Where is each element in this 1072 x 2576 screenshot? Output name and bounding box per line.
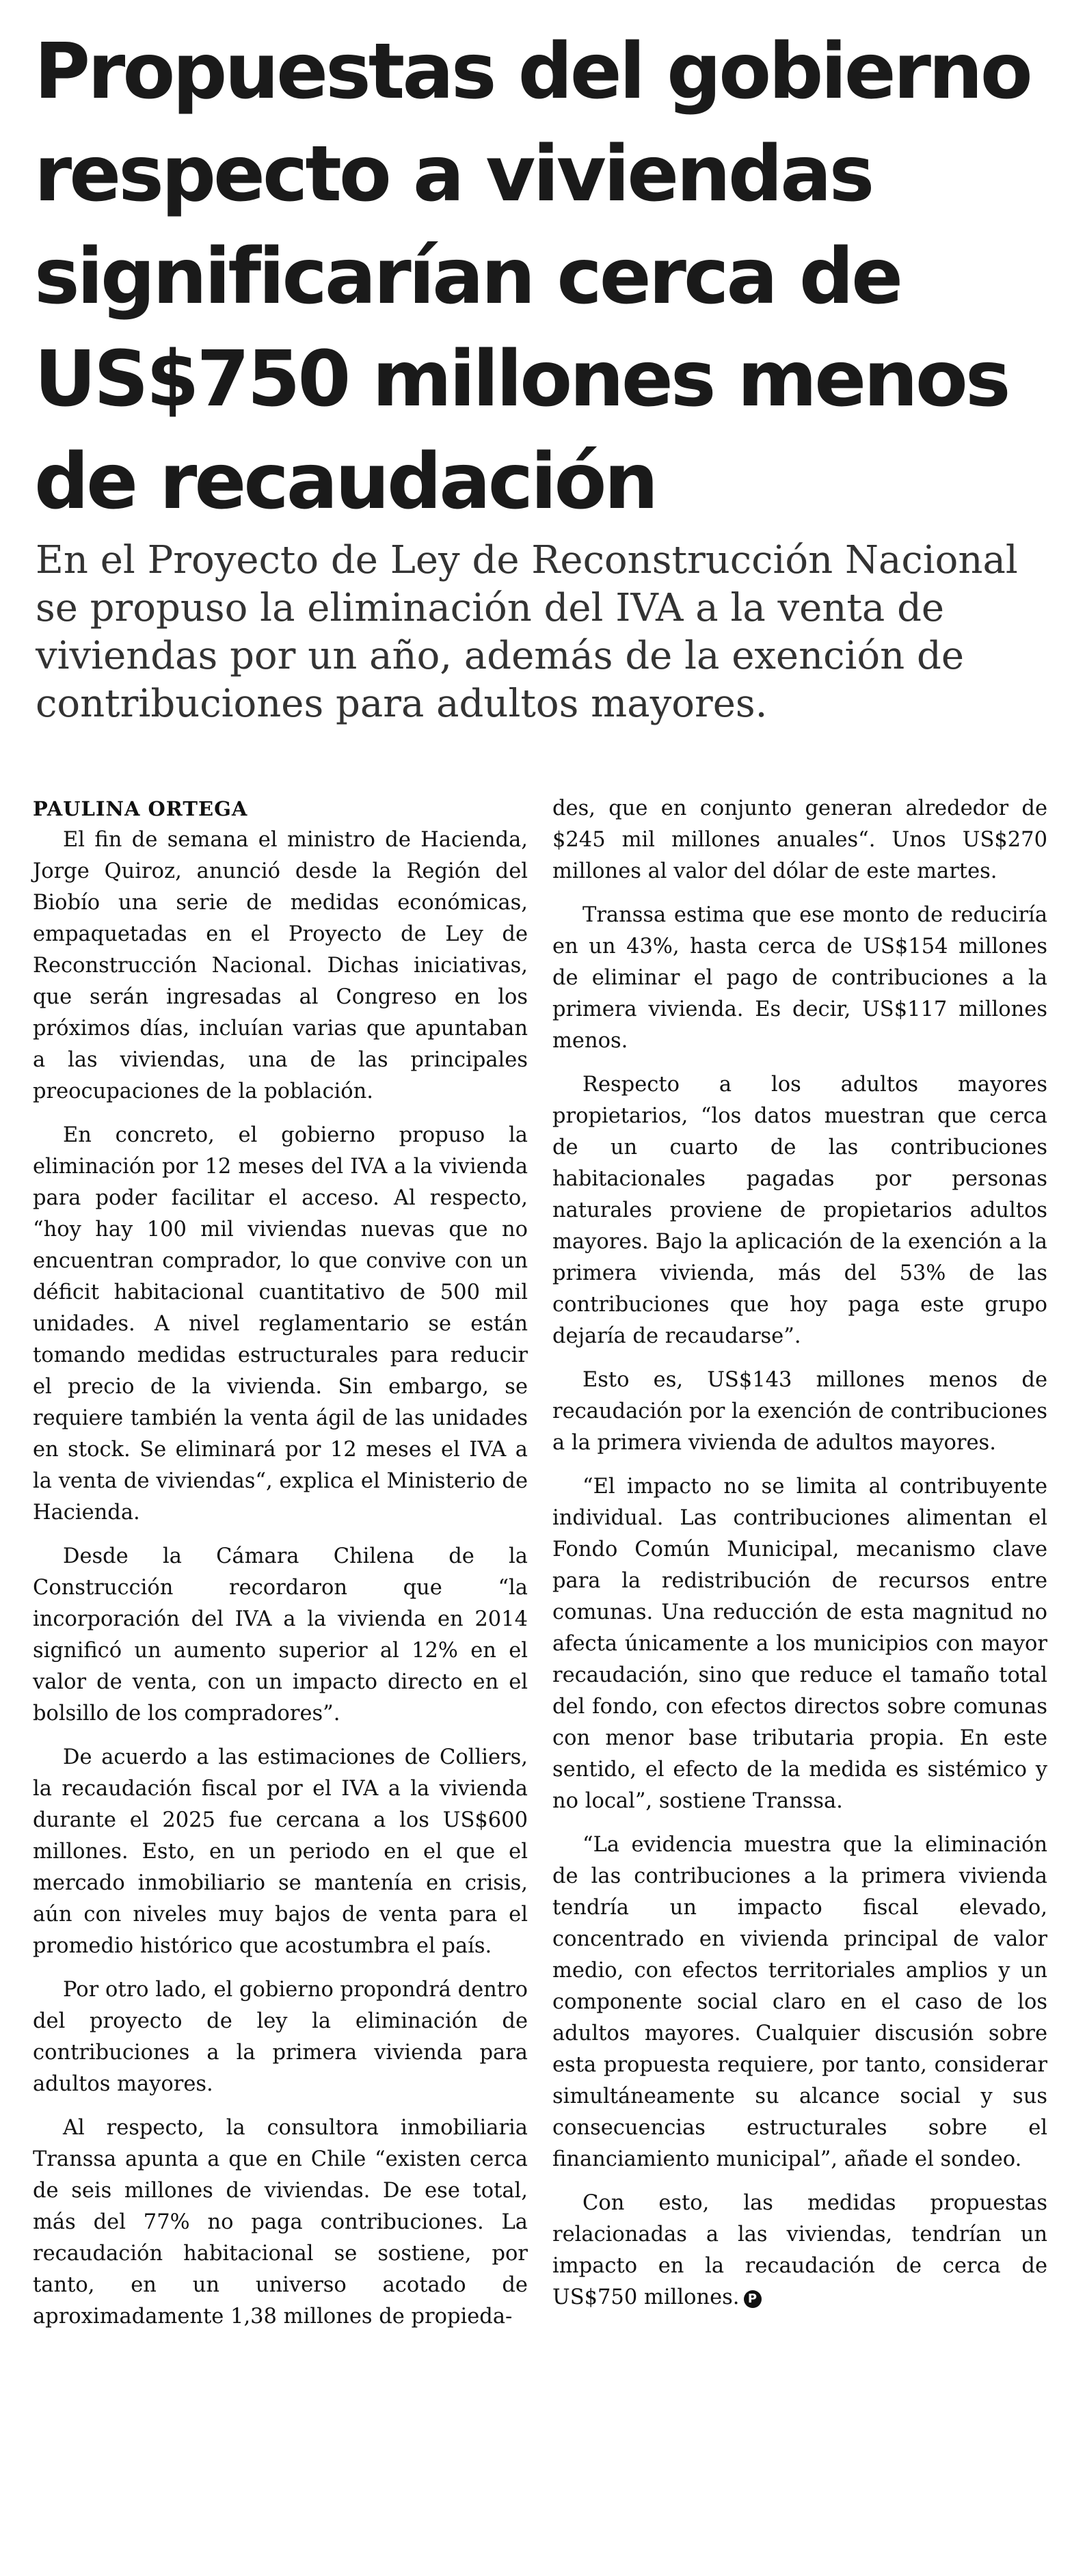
- article-column-left: [33, 793, 528, 2345]
- body-paragraph: Al respecto, la consultora inmobiliaria Transsa apunta a que en Chile “existen cerca de seis millones de viviendas. De ese total, más del 77% no paga contribuciones. La recaudación habitacional se sostiene, por tanto, en un universo acotado de aproximadamente 1,38 millones de propieda-: [33, 2116, 528, 2329]
- body-paragraph: Respecto a los adultos mayores propietarios, “los datos muestran que cerca de un cuarto de las contribuciones habitacionales pagadas por personas naturales proviene de propietarios adultos mayores. Bajo la aplicación de la exención a la primera vivienda, más del 53% de las contribuciones que hoy paga este grupo dejaría de recaudarse”.: [552, 1073, 1047, 1348]
- body-paragraph: Transsa estima que ese monto de reduciría en un 43%, hasta cerca de US$154 millones de eliminar el pago de contribuciones a la primera vivienda. Es decir, US$117 millones menos.: [552, 903, 1047, 1053]
- body-paragraph: Desde la Cámara Chilena de la Construcción recordaron que “la incorporación del IVA a la vivienda en 2014 significó un aumento superior al 12% en el valor de venta, con un impacto directo en el bolsillo de los compradores”.: [33, 1544, 528, 1726]
- body-paragraph: “El impacto no se limita al contribuyente individual. Las contribuciones alimentan el Fondo Común Municipal, mecanismo clave para la redistribución de recursos entre comunas. Una reducción de esta magnitud no afecta únicamente a los municipios con mayor recaudación, sino que reduce el tamaño total del fondo, con efectos directos sobre comunas con menor base tributaria propia. En este sentido, el efecto de la medida es sistémico y no local”, sostiene Transsa.: [552, 1475, 1047, 1813]
- body-paragraph: En concreto, el gobierno propuso la eliminación por 12 meses del IVA a la vivienda para poder facilitar el acceso. Al respecto, “hoy hay 100 mil viviendas nuevas que no encuentran comprador, lo que convive con un déficit habitacional cuantitativo de 500 mil unidades. A nivel reglamentario se están tomando medidas estructurales para reducir el precio de la vivienda. Sin embargo, se requiere también la venta ágil de las unidades en stock. Se eliminará por 12 meses el IVA a la venta de viviendas“, explica el Ministerio de Hacienda.: [33, 1123, 528, 1525]
- body-paragraph-continuation: des, que en conjunto generan alrededor de $245 mil millones anuales“. Unos US$270 millones al valor del dólar de este martes.: [552, 796, 1047, 883]
- body-paragraph-final: [552, 2188, 1047, 2313]
- body-paragraph: Por otro lado, el gobierno propondrá dentro del proyecto de ley la eliminación de contribuciones a la primera vivienda para adultos mayores.: [33, 1978, 528, 2096]
- body-paragraph: Esto es, US$143 millones menos de recaudación por la exención de contribuciones a la primera vivienda de adultos mayores.: [552, 1368, 1047, 1455]
- article-column-right: [552, 793, 1047, 2326]
- end-mark-icon: P: [744, 2290, 762, 2308]
- final-paragraph-text: Con esto, las medidas propuestas relacionadas a las viviendas, tendrían un impacto en la recaudación de cerca de US$750 millones.: [552, 2191, 1047, 2309]
- body-paragraph: “La evidencia muestra que la eliminación de las contribuciones a la primera vivienda tendría un impacto fiscal elevado, concentrado en vivienda principal de valor medio, con efectos territoriales amplios y un componente social claro en el caso de los adultos mayores. Cualquier discusión sobre esta propuesta requiere, por tanto, considerar simultáneamente su alcance social y sus consecuencias estructurales sobre el financiamiento municipal”, añade el sondeo.: [552, 1833, 1047, 2171]
- body-paragraph: De acuerdo a las estimaciones de Colliers, la recaudación fiscal por el IVA a la vivienda durante el 2025 fue cercana a los US$600 millones. Esto, en un periodo en el que el mercado inmobiliario se mantenía en crisis, aún con niveles muy bajos de venta para el promedio histórico que acostumbra el país.: [33, 1745, 528, 1958]
- deck-subtitle: En el Proyecto de Ley de Reconstrucción Nacional se propuso la eliminación del IVA a la venta de viviendas por un año, además de la exención de contribuciones para adultos mayores.: [36, 538, 1018, 726]
- body-paragraph: El fin de semana el ministro de Hacienda, Jorge Quiroz, anunció desde la Región del Biobío una serie de medidas económicas, empaquetadas en el Proyecto de Ley de Reconstrucción Nacional. Dichas iniciativas, que serán ingresadas al Congreso en los próximos días, incluían varias que apuntaban a las viviendas, una de las principales preocupaciones de la población.: [33, 828, 528, 1103]
- headline: Propuestas del gobierno respecto a viviendas significarían cerca de US$750 millones menos de recaudación: [34, 27, 1030, 526]
- byline: PAULINA ORTEGA: [33, 797, 248, 820]
